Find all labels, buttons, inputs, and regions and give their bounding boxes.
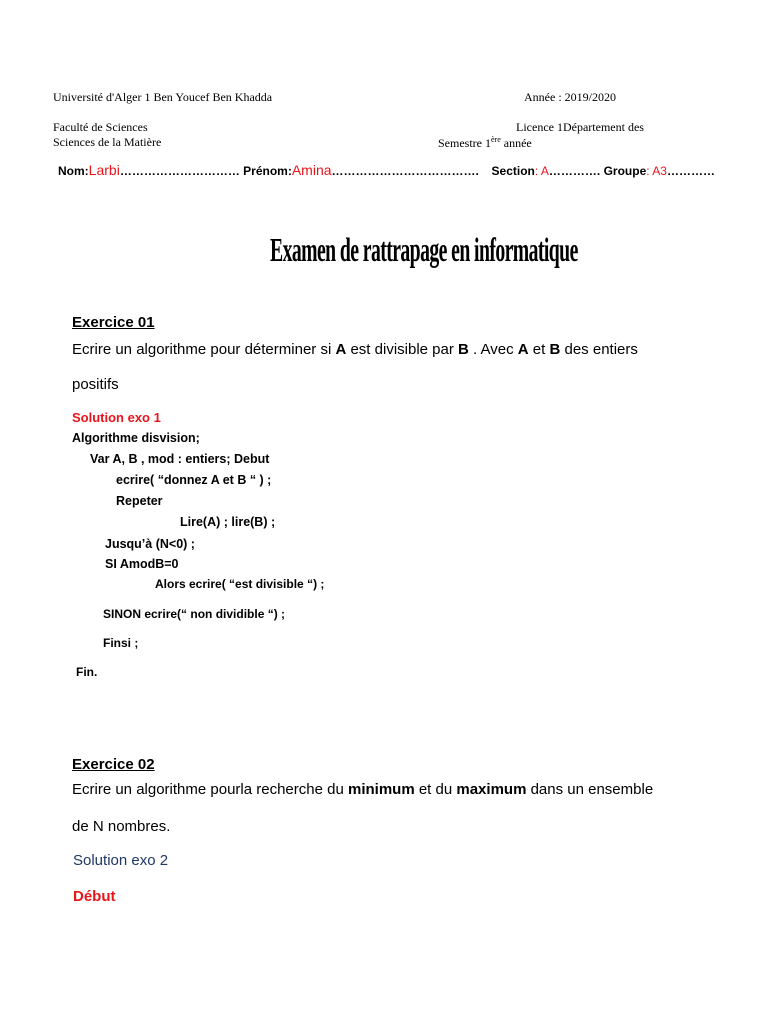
exercise-2-statement-line-2: de N nombres.	[72, 818, 171, 835]
faculty-name: Faculté de Sciences	[53, 120, 148, 134]
exam-title: Examen de rattrapage en informatique	[270, 232, 578, 269]
exercise-2-heading: Exercice 02	[72, 756, 155, 773]
code-line: ecrire( “donnez A et B “ ) ;	[116, 473, 272, 487]
code-line: Repeter	[116, 494, 163, 508]
code-line: Jusqu’à (N<0) ;	[105, 537, 195, 551]
solution-2-label: Solution exo 2	[73, 852, 169, 869]
academic-year: Année : 2019/2020	[524, 90, 616, 104]
student-last-name: Larbi	[88, 162, 120, 178]
student-group: A3	[652, 164, 667, 178]
code-line: Algorithme disvision;	[72, 431, 200, 445]
solution-2-start: Début	[73, 888, 116, 905]
exercise-1-statement-line-2: positifs	[72, 376, 119, 393]
code-line: SI AmodB=0	[105, 557, 179, 571]
solution-1-label: Solution exo 1	[72, 410, 161, 425]
department-name: Sciences de la Matière	[53, 135, 162, 149]
licence-label: Licence 1Département des	[516, 120, 644, 134]
exercise-1-heading: Exercice 01	[72, 314, 155, 331]
code-line: Fin.	[76, 665, 98, 679]
university-name: Université d'Alger 1 Ben Youcef Ben Khadda	[53, 90, 273, 104]
student-first-name: Amina	[291, 162, 332, 178]
exercise-1-statement-line-1: Ecrire un algorithme pour déterminer si A est divisible par B . Avec A et B des entiers	[72, 341, 638, 358]
code-line: Finsi ;	[103, 636, 139, 650]
code-line: Alors ecrire( “est divisible “) ;	[155, 577, 325, 591]
code-line: Var A, B , mod : entiers; Debut	[90, 452, 270, 466]
semestre-label: Semestre 1ère année	[438, 135, 532, 150]
code-line: SINON ecrire(“ non dividible “) ;	[103, 607, 286, 621]
code-line: Lire(A) ; lire(B) ;	[180, 515, 276, 529]
exercise-2-statement-line-1: Ecrire un algorithme pourla recherche du minimum et du maximum dans un ensemble	[72, 781, 654, 798]
student-info-line: Nom:Larbi………………………… Prénom:Amina………………………………. Section: A…………. Groupe: A3…………	[58, 162, 715, 178]
student-section: A	[540, 164, 549, 178]
